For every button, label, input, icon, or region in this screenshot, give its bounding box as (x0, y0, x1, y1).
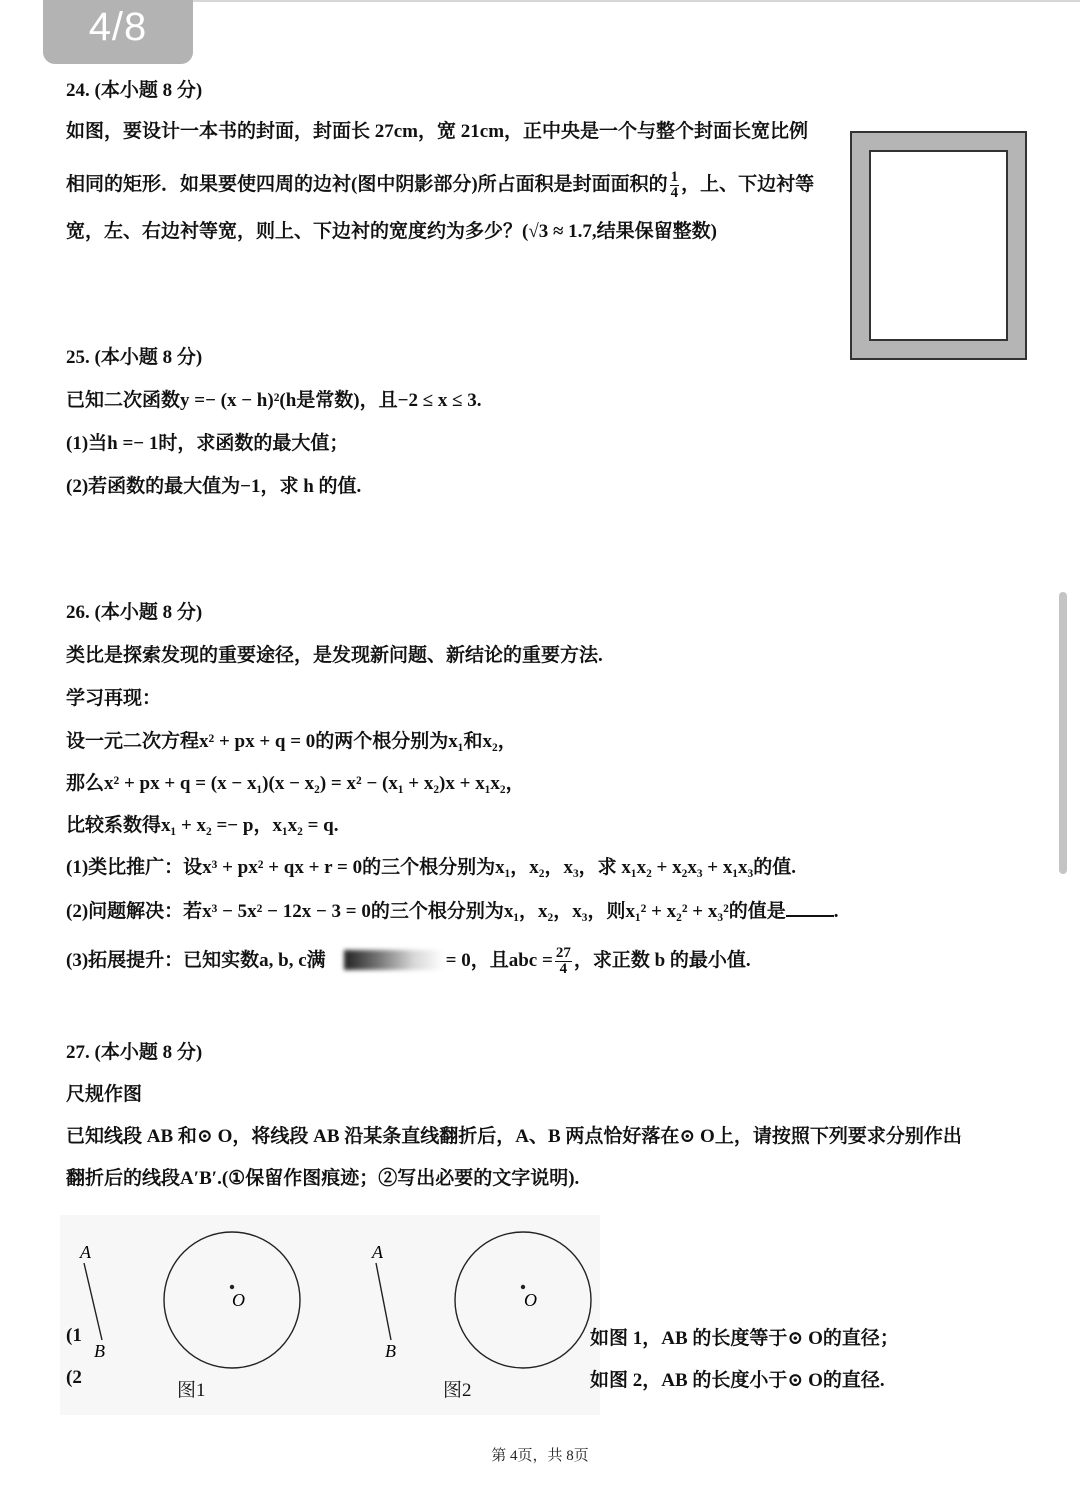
fig2-label-o: O (524, 1290, 537, 1310)
fig1-label-a: A (80, 1242, 91, 1262)
q26-line7-period: . (833, 901, 839, 922)
fig2-caption: 图2 (443, 1380, 472, 1401)
q26-line1: 类比是探索发现的重要途径，是发现新问题、新结论的重要方法. (66, 645, 603, 666)
book-cover-inner-rect (869, 150, 1008, 341)
scrollbar-thumb[interactable] (1059, 592, 1067, 874)
q26-fraction (555, 946, 572, 977)
figure-background (60, 1215, 600, 1415)
q27-requirement-1: 如图 1，AB 的长度等于⊙ O的直径； (590, 1328, 899, 1349)
q25-header: 25. (本小题 8 分) (66, 347, 203, 368)
fig1-label-b: B (94, 1341, 105, 1361)
figures-svg (60, 1215, 600, 1415)
q24-fraction (670, 170, 680, 201)
q24-line3: 宽，左、右边衬等宽，则上、下边衬的宽度约为多少？(√3 ≈ 1.7,结果保留整数) (66, 221, 718, 242)
q24-line2-text-a: 相同的矩形．如果要使四周的边衬(图中阴影部分)所占面积是封面面积的 (66, 173, 668, 195)
fig2-label-b: B (385, 1341, 396, 1361)
q26-line8-text-b: = 0，且abc = (445, 949, 553, 971)
q26-frac-num: 27 (555, 945, 571, 961)
page-indicator: 4/8 (43, 0, 193, 64)
q26-line8-text-a: (3)拓展提升：已知实数a, b, c满 (66, 949, 326, 971)
q26-line4: 那么x² + px + q = (x − x₁)(x − x₂) = x² − (x₁ + x₂)x + x₁x₂， (66, 773, 525, 794)
q26-frac-den: 4 (559, 961, 568, 977)
q27-line1: 尺规作图 (66, 1084, 143, 1105)
q26-line5: 比较系数得x₁ + x₂ =− p，x₁x₂ = q. (66, 815, 339, 836)
q24-frac-num: 1 (670, 169, 679, 185)
fig2-label-a: A (372, 1242, 383, 1262)
fig2-center-point (521, 1285, 525, 1289)
q26-header: 26. (本小题 8 分) (66, 602, 203, 623)
fig1-caption: 图1 (177, 1380, 206, 1401)
q25-line3: (2)若函数的最大值为−1，求 h 的值. (66, 476, 362, 497)
q25-line2: (1)当h =− 1时，求函数的最大值； (66, 433, 349, 454)
q24-line2-text-b: ，上、下边衬等 (681, 173, 815, 195)
q27-header: 27. (本小题 8 分) (66, 1042, 203, 1063)
q27-requirement-2: 如图 2，AB 的长度小于⊙ O的直径. (590, 1370, 885, 1391)
fig1-label-o: O (232, 1290, 245, 1310)
q26-line3: 设一元二次方程x² + px + q = 0的两个根分别为x₁和x₂， (66, 731, 517, 752)
q24-line1: 如图，要设计一本书的封面，封面长 27cm，宽 21cm，正中央是一个与整个封面长宽比例 (66, 121, 809, 142)
q26-line8-text-c: ，求正数 b 的最小值. (573, 949, 751, 971)
q26-line6: (1)类比推广：设x³ + px² + qx + r = 0的三个根分别为x₁，x₂，x₃，求 x₁x₂ + x₂x₃ + x₁x₃的值. (66, 857, 796, 878)
answer-blank (786, 897, 834, 917)
q24-line2 (66, 170, 814, 201)
construction-figures (60, 1215, 600, 1415)
q24-header: 24. (本小题 8 分) (66, 80, 203, 101)
blurred-redaction (344, 950, 444, 970)
top-edge-divider (193, 0, 1080, 2)
q26-line7 (66, 897, 839, 925)
q27-part1-fragment: (1 (66, 1325, 82, 1346)
q27-line2: 已知线段 AB 和⊙ O，将线段 AB 沿某条直线翻折后，A、B 两点恰好落在⊙ O上，请按照下列要求分别作出 (66, 1126, 962, 1147)
fig1-center-point (230, 1285, 234, 1289)
q26-line7-text: (2)问题解决：若x³ − 5x² − 12x − 3 = 0的三个根分别为x₁，x₂，x₃，则x₁² + x₂² + x₃²的值是 (66, 901, 786, 922)
page-footer: 第 4页，共 8页 (491, 1448, 589, 1464)
book-cover-figure (850, 131, 1027, 360)
q27-line3: 翻折后的线段A′B′.(①保留作图痕迹；②写出必要的文字说明). (66, 1168, 580, 1189)
q26-line2: 学习再现： (66, 688, 162, 709)
q27-part2-fragment: (2 (66, 1367, 82, 1388)
q24-frac-den: 4 (670, 185, 679, 201)
q25-line1: 已知二次函数y =− (x − h)²(h是常数)，且−2 ≤ x ≤ 3. (66, 390, 482, 411)
